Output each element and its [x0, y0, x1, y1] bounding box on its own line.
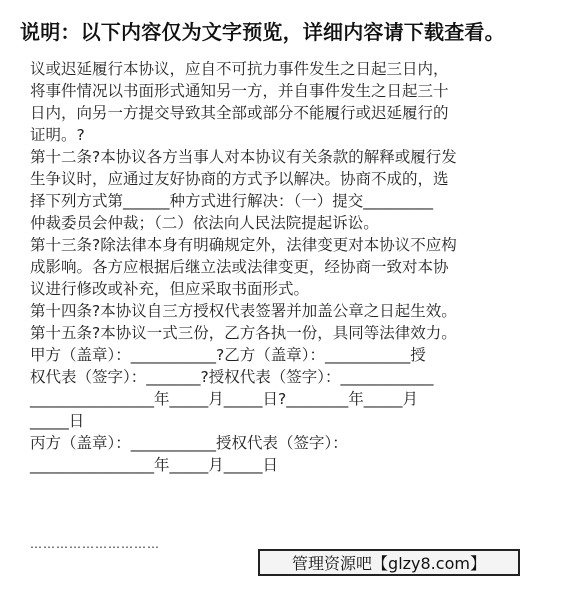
document-line: 仲裁委员会仲裁；（二）依法向人民法院提起诉讼。: [30, 214, 379, 232]
ellipsis-divider: …………………………: [30, 537, 160, 551]
document-line: 甲方（盖章）：___________?乙方（盖章）：___________授: [30, 346, 426, 364]
document-body: [30, 58, 550, 476]
document-line: 择下列方式第______种方式进行解决：（一）提交_________: [30, 192, 434, 210]
document-line: 第十五条?本协议一式三份，乙方各执一份，具同等法律效力。: [30, 324, 457, 342]
preview-notice: 说明：以下内容仅为文字预览，详细内容请下载查看。: [20, 20, 505, 44]
document-line: 议或迟延履行本协议，应自不可抗力事件发生之日起三日内，: [30, 60, 449, 78]
document-line: 第十三条?除法律本身有明确规定外，法律变更对本协议不应构: [30, 236, 457, 254]
document-line: 证明。?: [30, 126, 85, 144]
document-line: 丙方（盖章）：___________授权代表（签字）：: [30, 434, 348, 452]
document-line: 议进行修改或补充，但应采取书面形式。: [30, 280, 310, 298]
document-line: 生争议时，应通过友好协商的方式予以解决。协商不成的，选: [30, 170, 449, 188]
document-line: 第十四条?本协议自三方授权代表签署并加盖公章之日起生效。: [30, 302, 457, 320]
document-line: 将事件情况以书面形式通知另一方，并自事件发生之日起三十: [30, 82, 449, 100]
document-line: ________________年_____月_____日: [30, 456, 279, 474]
document-line: _____日: [30, 412, 85, 430]
document-line: 第十二条?本协议各方当事人对本协议有关条款的解释或履行发: [30, 148, 457, 166]
source-link[interactable]: 管理资源吧【glzy8.com】: [258, 549, 520, 576]
document-line: 日内，向另一方提交导致其全部或部分不能履行或迟延履行的: [30, 104, 449, 122]
document-line: ________________年_____月_____日?________年_____月: [30, 390, 418, 408]
document-line: 成影响。各方应根据后继立法或法律变更，经协商一致对本协: [30, 258, 449, 276]
document-line: 权代表（签字）：_______?授权代表（签字）：____________: [30, 368, 434, 386]
